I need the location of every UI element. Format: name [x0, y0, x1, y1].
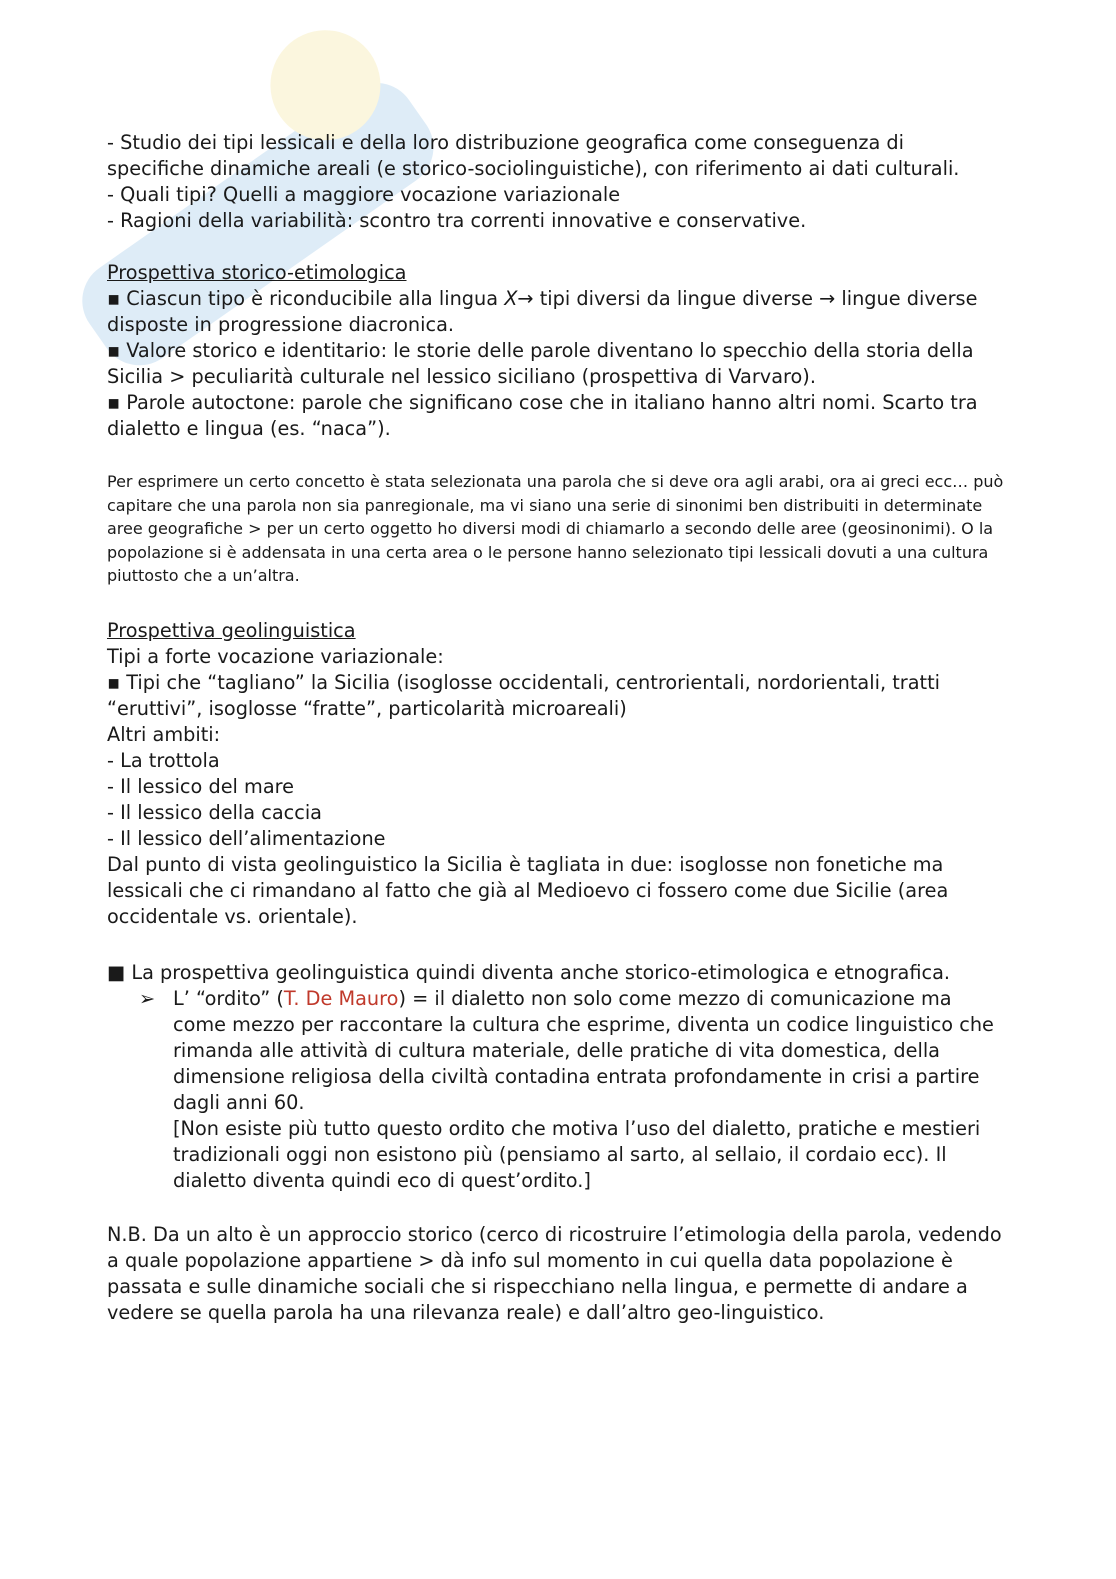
square-bullet-item: ■ La prospettiva geolinguistica quindi diventa anche storico-etimologica e etnografica.	[107, 960, 951, 984]
intro-line: - Quali tipi? Quelli a maggiore vocazione variazionale	[107, 183, 621, 206]
altri-ambiti-label: Altri ambiti:	[107, 722, 221, 746]
note-paragraph: Per esprimere un certo concetto è stata selezionata una parola che si deve ora agli arabi, ora ai greci ecc… può capitare che una parola non sia panregionale, ma vi siano una serie di sinonimi ben distribuiti in determinate aree geografiche > per un certo oggetto ho diversi modi di chiamarlo a secondo delle aree (geosinonimi). O la popolazione si è addensata in una certa area o le persone hanno selezionato tipi lessicali dovuti a una cultura piuttosto che a un’altra.	[107, 472, 1004, 585]
author-name: T. De Mauro	[283, 986, 399, 1010]
arrow-bullet-icon: ➢	[139, 986, 156, 1010]
bullet-item: ▪ Valore storico e identitario: le storie delle parole diventano lo specchio della storia della Sicilia > peculiarità culturale nel lessico siciliano (prospettiva di Varvaro).	[107, 339, 974, 388]
nb-paragraph: N.B. Da un alto è un approccio storico (cerco di ricostruire l’etimologia della parola, vedendo a quale popolazione appartiene > dà info sul momento in cui quella data popolazione è passata e sulle dinamiche sociali che si rispecchiano nella lingua, e permette di andare a vedere se quella parola ha una rilevanza reale) e dall’altro geo-linguistico.	[107, 1222, 1002, 1324]
list-item: - La trottola	[107, 748, 220, 772]
bullet-item: ▪ Tipi che “tagliano” la Sicilia (isoglosse occidentali, centrorientali, nordorientali, tratti “eruttivi”, isoglosse “fratte”, particolarità microareali)	[107, 670, 940, 720]
list-item: - Il lessico della caccia	[107, 800, 323, 824]
section-heading-geolinguistica: Prospettiva geolinguistica	[107, 618, 356, 642]
intro-line: - Studio dei tipi lessicali e della loro distribuzione geografica come conseguenza di specifiche dinamiche areali (e storico-sociolinguistiche), con riferimento ai dati culturali.	[107, 131, 960, 180]
section-subtitle: Tipi a forte vocazione variazionale:	[107, 644, 444, 668]
intro-line: - Ragioni della variabilità: scontro tra correnti innovative e conservative.	[107, 209, 807, 232]
section-heading-storico: Prospettiva storico-etimologica	[107, 261, 407, 284]
bullet-item: ▪ Parole autoctone: parole che significano cose che in italiano hanno altri nomi. Scarto tra dialetto e lingua (es. “naca”).	[107, 391, 978, 440]
list-item: - Il lessico del mare	[107, 774, 295, 798]
list-item: - Il lessico dell’alimentazione	[107, 826, 386, 850]
bullet-item: ▪ Ciascun tipo è riconducibile alla lingua X→ tipi diversi da lingue diverse → lingue diverse disposte in progressione diacronica.	[107, 287, 978, 336]
conclusion-paragraph: Dal punto di vista geolinguistico la Sicilia è tagliata in due: isoglosse non fonetiche ma lessicali che ci rimandano al fatto che già al Medioevo ci fossero come due Sicilie (area occidentale vs. orientale).	[107, 852, 949, 928]
ordito-item: ➢ L’ “ordito” (T. De Mauro) = il dialetto non solo come mezzo di comunicazione ma come mezzo per raccontare la cultura che esprime, diventa un codice linguistico che rimanda alle attività di cultura materiale, delle pratiche di vita domestica, della dimensione religiosa della civiltà contadina entrata profondamente in crisi a partire dagli anni 60.	[139, 986, 994, 1114]
document-body	[107, 130, 1007, 1326]
bracket-note: [Non esiste più tutto questo ordito che motiva l’uso del dialetto, pratiche e mestieri tradizionali oggi non esistono più (pensiamo al sarto, al sellaio, il cordaio ecc). Il dialetto diventa quindi eco di quest’ordito.]	[173, 1116, 981, 1192]
